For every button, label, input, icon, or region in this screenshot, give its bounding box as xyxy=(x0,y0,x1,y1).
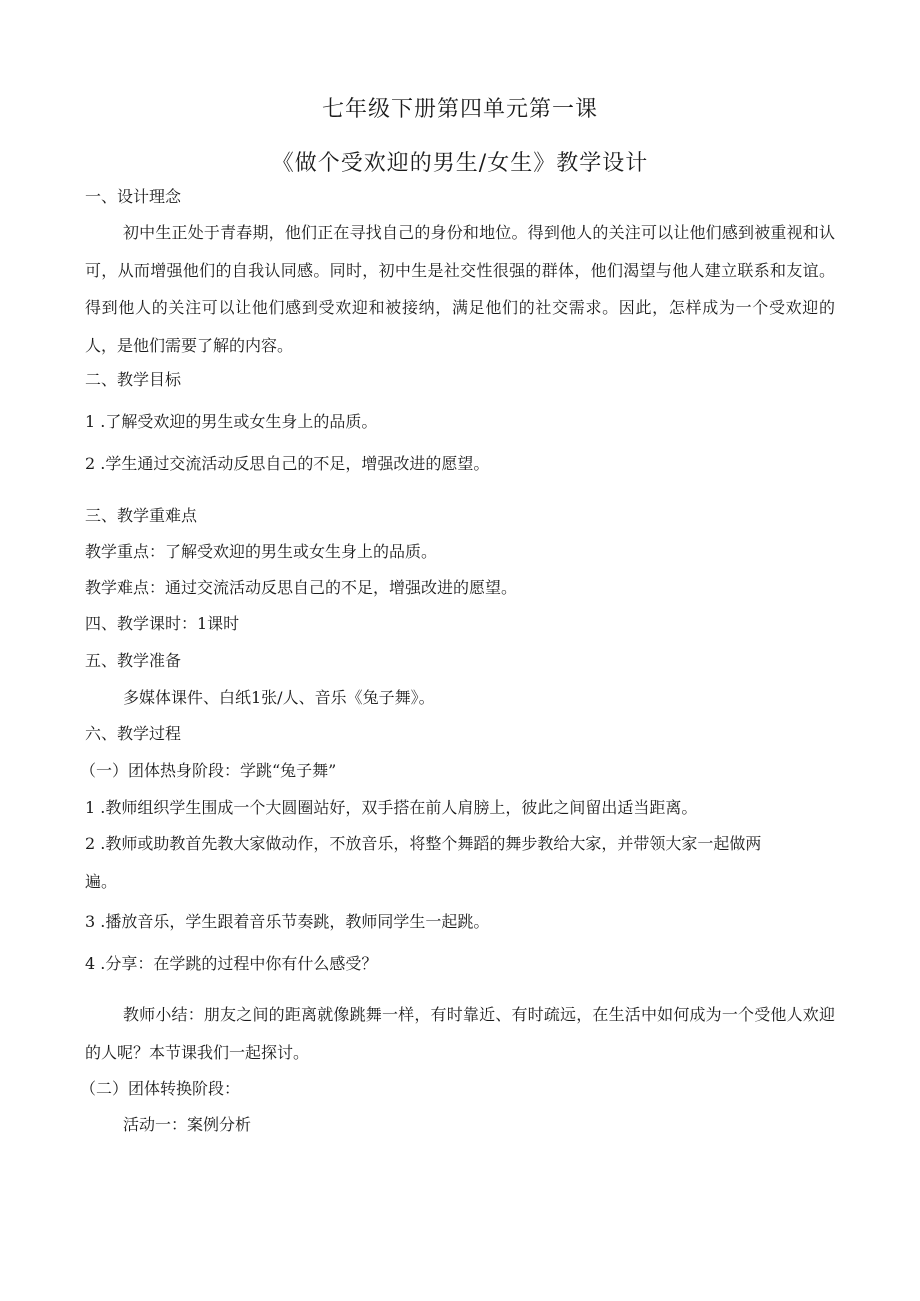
section-4-heading: 四、教学课时：1课时 xyxy=(85,614,240,633)
section-2-item-2: 2 .学生通过交流活动反思自己的不足，增强改进的愿望。 xyxy=(85,454,490,473)
document-title-line-2: 《做个受欢迎的男生/女生》教学设计 xyxy=(271,151,649,176)
section-6-heading: 六、教学过程 xyxy=(85,724,182,743)
section-6-part-1-item-2-continued: 遍。 xyxy=(85,872,118,891)
section-1-paragraph: 初中生正处于青春期，他们正在寻找自己的身份和地位。得到他人的关注可以让他们感到被重视和认可，从而增强他们的自我认同感。同时，初中生是社交性很强的群体，他们渴望与他人建立联系和友谊。得到他人的关注可以让他们感到受欢迎和被接纳，满足他们的社交需求。因此，怎样成为一个受欢迎的人，是他们需要了解的内容。 xyxy=(85,223,835,355)
section-3-heading: 三、教学重难点 xyxy=(85,506,198,525)
section-6-part-2-heading: （二）团体转换阶段： xyxy=(80,1079,241,1098)
section-6-part-1-item-1: 1 .教师组织学生围成一个大圆圈站好，双手搭在前人肩膀上，彼此之间留出适当距离。 xyxy=(85,798,698,817)
section-2-heading: 二、教学目标 xyxy=(85,370,182,389)
section-3-difficult-point: 教学难点：通过交流活动反思自己的不足，增强改进的愿望。 xyxy=(85,578,518,597)
section-6-part-1-item-4: 4 .分享：在学跳的过程中你有什么感受？ xyxy=(85,954,378,973)
section-3-key-point: 教学重点：了解受欢迎的男生或女生身上的品质。 xyxy=(85,542,438,561)
document-title-line-1: 七年级下册第四单元第一课 xyxy=(321,97,598,122)
section-6-part-1-heading: （一）团体热身阶段：学跳“兔子舞” xyxy=(80,761,337,780)
section-1-heading: 一、设计理念 xyxy=(85,187,182,206)
section-6-part-1-item-2: 2 .教师或助教首先教大家做动作，不放音乐，将整个舞蹈的舞步教给大家，并带领大家一起做两 xyxy=(85,834,762,853)
section-6-teacher-summary: 教师小结：朋友之间的距离就像跳舞一样，有时靠近、有时疏远，在生活中如何成为一个受他人欢迎的人呢？本节课我们一起探讨。 xyxy=(85,1005,835,1062)
section-5-heading: 五、教学准备 xyxy=(85,651,182,670)
section-5-paragraph: 多媒体课件、白纸1张/人、音乐《兔子舞》。 xyxy=(123,688,435,707)
section-2-item-1: 1 .了解受欢迎的男生或女生身上的品质。 xyxy=(85,412,378,431)
section-6-part-2-activity-1: 活动一：案例分析 xyxy=(123,1115,252,1134)
section-6-part-1-item-3: 3 .播放音乐，学生跟着音乐节奏跳，教师同学生一起跳。 xyxy=(85,912,490,931)
